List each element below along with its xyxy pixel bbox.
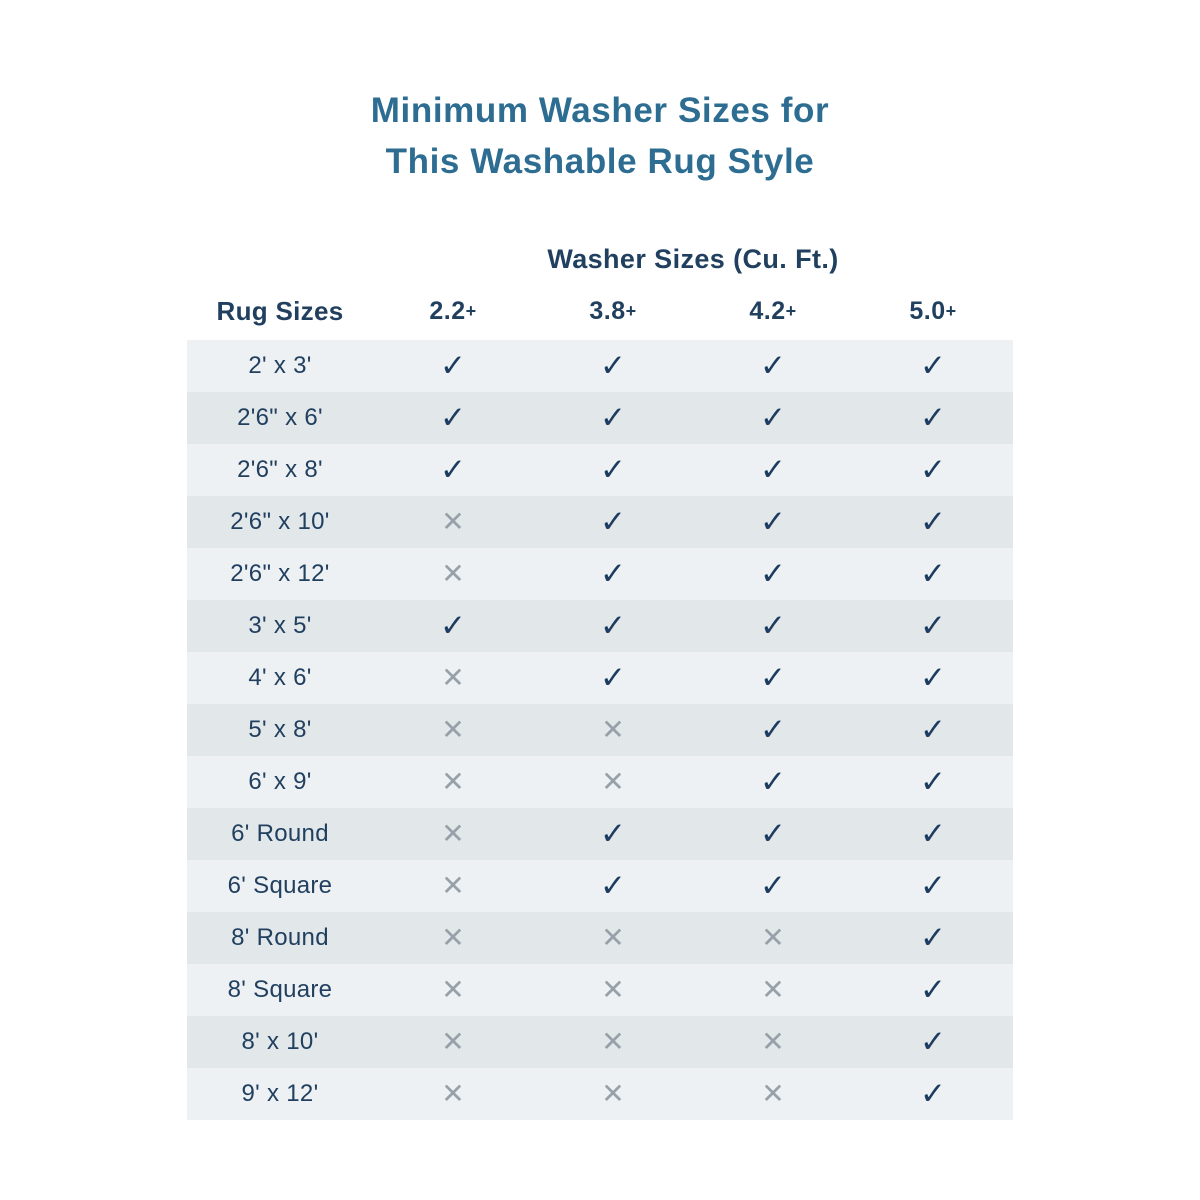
table-row [187,600,1013,652]
check-icon: ✓ [920,1075,946,1112]
check-icon: ✓ [920,711,946,748]
page-title-line-1: Minimum Washer Sizes for [370,91,830,130]
table-row [187,964,1013,1016]
rug-sizes-column-header: Rug Sizes [216,296,344,326]
cross-icon: ✕ [441,505,465,538]
check-icon: ✓ [920,1023,946,1060]
rug-size-label: 9' x 12' [241,1079,319,1107]
washer-size-table [187,236,1013,1120]
rug-size-label: 4' x 6' [248,663,312,691]
check-icon: ✓ [920,399,946,436]
rug-size-label: 2'6" x 6' [237,403,323,431]
check-icon: ✓ [920,347,946,384]
table-row [187,340,1013,392]
rug-size-label: 2'6" x 8' [237,455,323,483]
check-icon: ✓ [760,555,786,592]
washer-size-column-header: 5.0+ [909,297,957,325]
check-icon: ✓ [600,659,626,696]
check-icon: ✓ [600,451,626,488]
check-icon: ✓ [760,347,786,384]
check-icon: ✓ [600,399,626,436]
check-icon: ✓ [920,503,946,540]
check-icon: ✓ [600,815,626,852]
rug-size-label: 2' x 3' [248,351,312,379]
cross-icon: ✕ [441,1077,465,1110]
check-icon: ✓ [600,607,626,644]
cross-icon: ✕ [761,921,785,954]
check-icon: ✓ [440,607,466,644]
rug-size-label: 6' x 9' [248,767,312,795]
check-icon: ✓ [600,555,626,592]
cross-icon: ✕ [601,973,625,1006]
cross-icon: ✕ [601,1025,625,1058]
group-header-row [187,236,1013,284]
cross-icon: ✕ [441,765,465,798]
cross-icon: ✕ [761,1077,785,1110]
check-icon: ✓ [920,919,946,956]
check-icon: ✓ [440,347,466,384]
table-row [187,912,1013,964]
rug-size-label: 5' x 8' [248,715,312,743]
table-row [187,444,1013,496]
check-icon: ✓ [600,347,626,384]
rug-size-label: 8' Square [227,975,333,1003]
cross-icon: ✕ [441,869,465,902]
rug-size-label: 6' Round [231,819,329,847]
table-row [187,392,1013,444]
table-row [187,860,1013,912]
check-icon: ✓ [440,399,466,436]
rug-size-label: 2'6" x 12' [230,559,330,587]
washer-size-column-header: 4.2+ [749,297,797,325]
rug-size-label: 2'6" x 10' [230,507,330,535]
check-icon: ✓ [760,607,786,644]
cross-icon: ✕ [601,1077,625,1110]
check-icon: ✓ [920,607,946,644]
rug-size-label: 6' Square [227,871,333,899]
cross-icon: ✕ [441,713,465,746]
cross-icon: ✕ [441,817,465,850]
cross-icon: ✕ [601,713,625,746]
check-icon: ✓ [920,659,946,696]
cross-icon: ✕ [761,1025,785,1058]
check-icon: ✓ [600,503,626,540]
check-icon: ✓ [760,711,786,748]
check-icon: ✓ [920,815,946,852]
check-icon: ✓ [440,451,466,488]
table-row [187,1068,1013,1120]
check-icon: ✓ [920,763,946,800]
check-icon: ✓ [760,763,786,800]
table-row [187,1016,1013,1068]
table-row [187,652,1013,704]
table-row [187,756,1013,808]
check-icon: ✓ [920,451,946,488]
table-row [187,808,1013,860]
check-icon: ✓ [760,815,786,852]
check-icon: ✓ [920,555,946,592]
check-icon: ✓ [760,659,786,696]
cross-icon: ✕ [441,1025,465,1058]
rug-size-label: 8' Round [231,923,329,951]
table-header-row [187,284,1013,340]
check-icon: ✓ [760,451,786,488]
cross-icon: ✕ [441,973,465,1006]
rug-size-label: 8' x 10' [241,1027,319,1055]
washer-size-column-header: 3.8+ [589,297,637,325]
check-icon: ✓ [920,867,946,904]
cross-icon: ✕ [601,921,625,954]
check-icon: ✓ [760,399,786,436]
rug-size-label: 3' x 5' [248,611,312,639]
cross-icon: ✕ [761,973,785,1006]
cross-icon: ✕ [441,661,465,694]
page-title-line-2: This Washable Rug Style [385,141,815,181]
check-icon: ✓ [760,503,786,540]
table-row [187,496,1013,548]
cross-icon: ✕ [441,921,465,954]
check-icon: ✓ [600,867,626,904]
check-icon: ✓ [760,867,786,904]
check-icon: ✓ [920,971,946,1008]
page-title [0,86,1200,188]
table-row [187,548,1013,600]
cross-icon: ✕ [601,765,625,798]
washer-size-column-header: 2.2+ [429,297,477,325]
cross-icon: ✕ [441,557,465,590]
washer-sizes-group-header: Washer Sizes (Cu. Ft.) [547,244,839,274]
table-body [187,340,1013,1120]
table-row [187,704,1013,756]
